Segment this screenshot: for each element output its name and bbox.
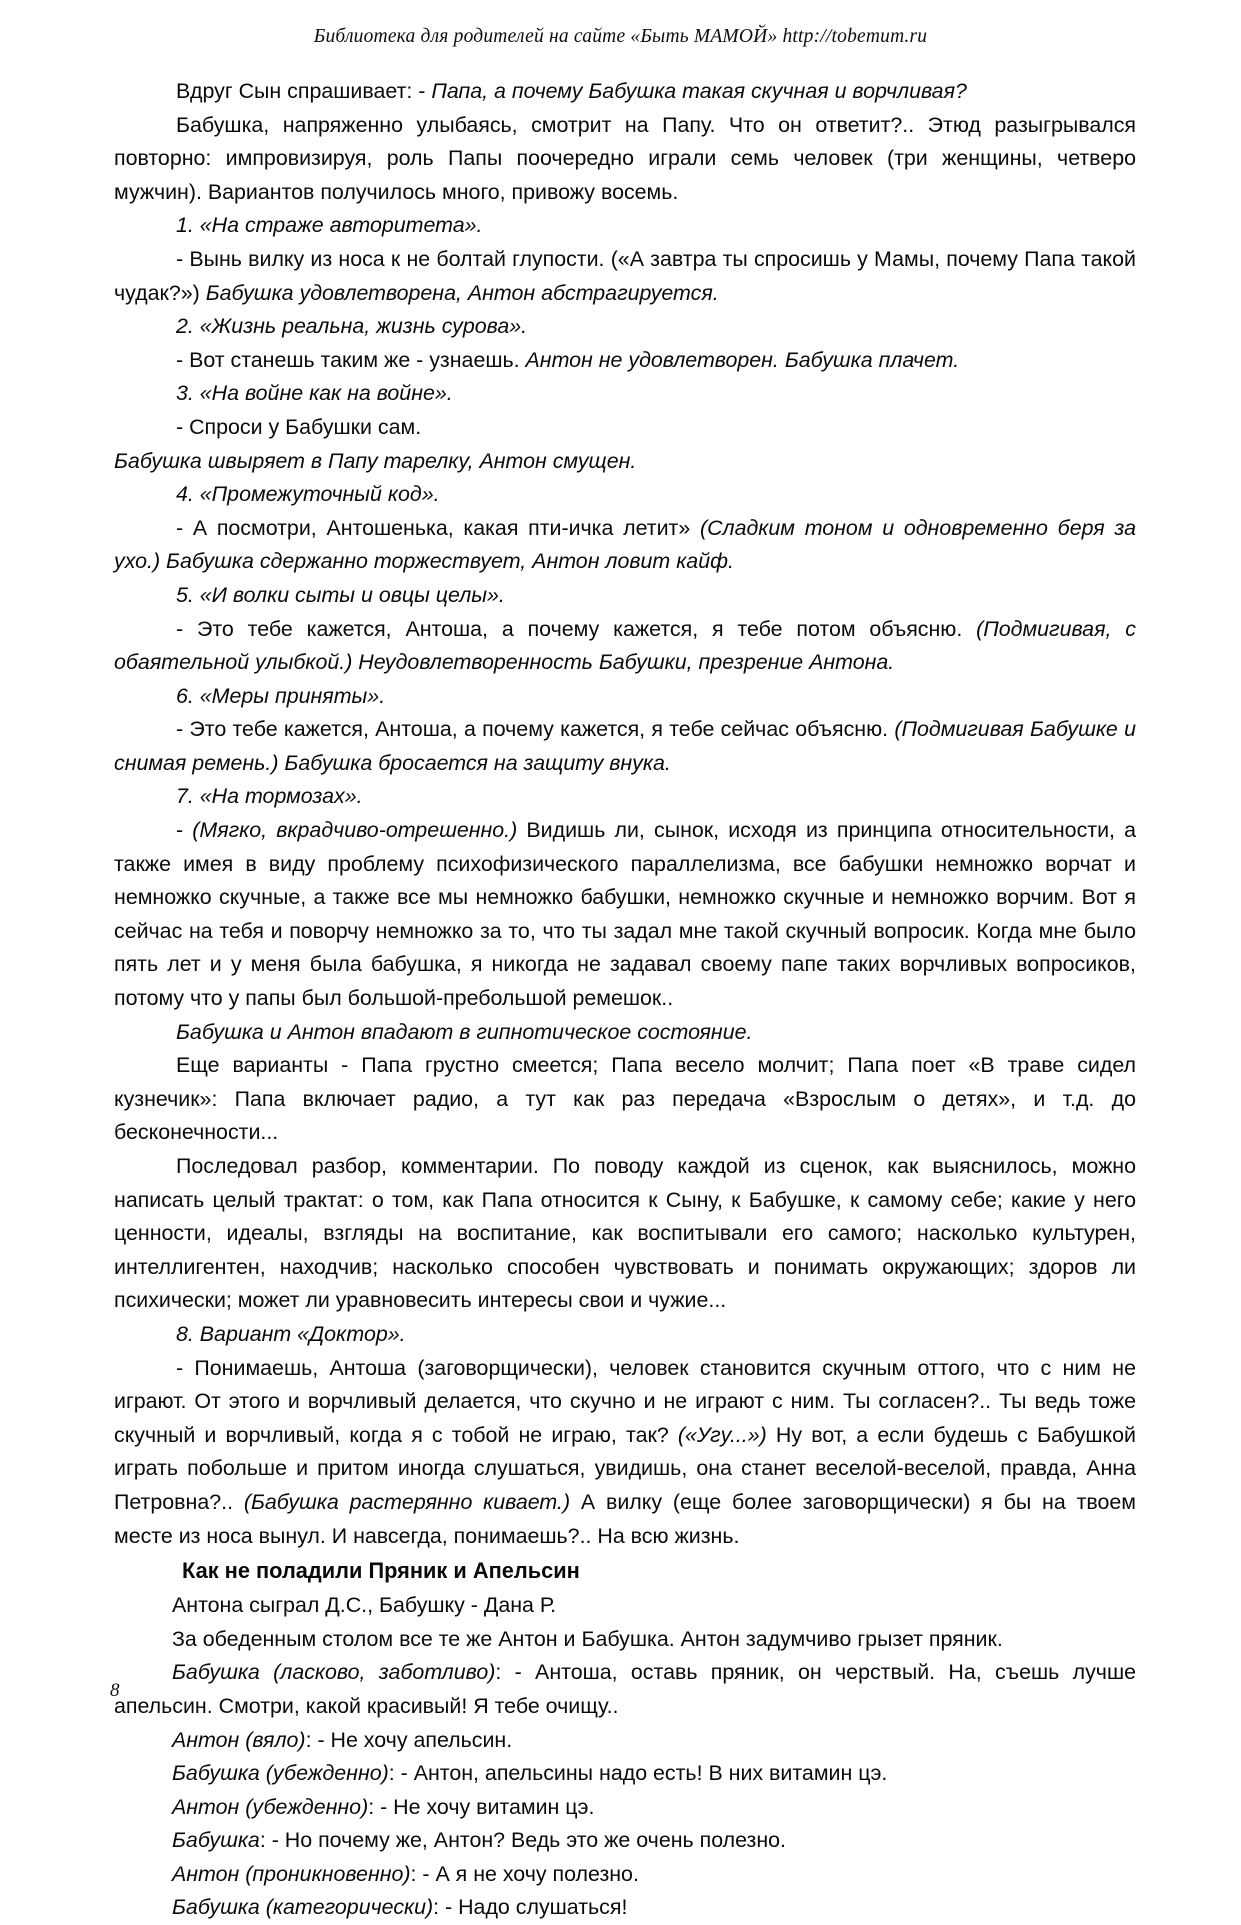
dialogue-line-7	[114, 1891, 1136, 1925]
item-1-italic: Бабушка удовлетворена, Антон абстрагируется.	[205, 280, 719, 305]
item-2-plain: - Вот станешь таким же - узнаешь.	[176, 347, 526, 372]
item-3-line: - Спроси у Бабушки сам.	[176, 414, 422, 439]
dialogue-3-text: : - Антон, апельсины надо есть! В них витамин цэ.	[388, 1761, 888, 1786]
dialogue-2-text: : - Не хочу апельсин.	[305, 1727, 513, 1752]
item-7-stage-direction: (Мягко, вкрадчиво-отрешенно.)	[192, 818, 518, 843]
item-8-monologue	[114, 1352, 1136, 1554]
item-8-part-1: - Понимаешь, Антоша (заговорщически), человек становится скучным оттого, что с ним не играют. От этого и ворчливый делается, что скучно и не играют с ним. Ты согласен?.. Ты ведь тоже скучный и ворчливый, когда я с тобой не играю, так?	[114, 1355, 1136, 1447]
item-7-stage	[114, 1016, 1136, 1050]
item-8-title-text: 8. Вариант «Доктор».	[176, 1321, 406, 1346]
paragraph-analysis: Последовал разбор, комментарии. По поводу каждой из сценок, как выяснилось, можно написать целый трактат: о том, как Папа относится к Сыну, к Бабушке, к самому себе; какие у него ценности, идеалы, взгляды на воспитание, как воспитывали его самого; насколько культурен, интеллигентен, находчив; насколько способен чувствовать и понимать окружающих; здоров ли психически; может ли уравновесить интересы свои и чужие...	[114, 1154, 1136, 1313]
item-8-part-3: А вилку (еще более заговорщически) я бы на твоем месте из носа вынул. И навсегда, понимаешь?.. На всю жизнь.	[114, 1489, 1137, 1548]
item-6-line	[114, 713, 1136, 780]
item-3-stage-text: Бабушка швыряет в Папу тарелку, Антон смущен.	[114, 448, 637, 473]
paragraph-opening-question	[114, 75, 1136, 109]
item-5-plain: - Это тебе кажется, Антоша, а почему кажется, я тебе потом объясню.	[176, 616, 977, 641]
page-number: 8	[110, 1680, 120, 1701]
dialogue-1-speaker: Бабушка (ласково, заботливо)	[172, 1660, 496, 1685]
item-7-monologue	[114, 814, 1136, 1016]
opening-plain: Вдруг Сын спрашивает: -	[176, 79, 432, 103]
item-3-title	[114, 377, 1136, 411]
item-8-part-2: Ну вот, а если будешь с Бабушкой играть побольше и притом иногда слушаться, увидишь, она станет веселой-веселой, правда, Анна Петровна?..	[114, 1422, 1136, 1514]
dialogue-5-speaker: Бабушка	[172, 1828, 260, 1853]
dialogue-line-3	[114, 1757, 1136, 1791]
item-3-stage	[114, 445, 1136, 479]
dialogue-6-text: : - А я не хочу полезно.	[410, 1861, 639, 1886]
item-4-italic: (Сладким тоном и одновременно беря за ухо.) Бабушка сдержанно торжествует, Антон ловит кайф.	[114, 515, 1136, 574]
item-5-italic: (Подмигивая, с обаятельной улыбкой.) Неудовлетворенность Бабушки, презрение Антона.	[114, 616, 1136, 675]
item-4-title-text: 4. «Промежуточный код».	[176, 482, 440, 507]
item-5-title	[114, 579, 1136, 613]
item-1-plain: - Вынь вилку из носа к не болтай глупости. («А завтра ты спросишь у Мамы, почему Папа такой чудак?»)	[114, 246, 1136, 305]
dialogue-line-4	[114, 1791, 1136, 1825]
dialogue-3-speaker: Бабушка (убежденно)	[172, 1761, 389, 1786]
dialogue-line-6	[114, 1858, 1136, 1892]
dialogue-line-5	[114, 1824, 1136, 1858]
item-6-title	[114, 680, 1136, 714]
item-6-italic: (Подмигивая Бабушке и снимая ремень.) Бабушка бросается на защиту внука.	[114, 717, 1137, 775]
dialogue-5-text: : - Но почему же, Антон? Ведь это же очень полезно.	[259, 1828, 786, 1853]
section-heading: Как не поладили Пряник и Апельсин	[182, 1558, 580, 1584]
scene-setup: За обеденным столом все те же Антон и Бабушка. Антон задумчиво грызет пряник.	[172, 1626, 1003, 1651]
dialogue-4-speaker: Антон (убежденно)	[172, 1794, 369, 1819]
dialogue-7-speaker: Бабушка (категорически)	[172, 1895, 434, 1920]
item-7-dash: -	[176, 818, 193, 843]
dialogue-2-speaker: Антон (вяло)	[172, 1727, 306, 1752]
dialogue-1-text: : - Антоша, оставь пряник, он черствый. На, съешь лучше апельсин. Смотри, какой красивый! Я тебе очищу..	[114, 1660, 1136, 1718]
item-4-plain: - А посмотри, Антошенька, какая пти-ичка летит»	[176, 515, 700, 540]
item-6-plain: - Это тебе кажется, Антоша, а почему кажется, я тебе сейчас объясню.	[176, 717, 895, 742]
item-4-line	[114, 512, 1136, 579]
item-2-title-text: 2. «Жизнь реальна, жизнь сурова».	[176, 314, 528, 339]
item-5-title-text: 5. «И волки сыты и овцы целы».	[176, 582, 505, 607]
dialogue-line-1	[114, 1656, 1136, 1723]
item-6-title-text: 6. «Меры приняты».	[176, 683, 386, 708]
item-5-line	[114, 613, 1136, 680]
body-text-column	[114, 75, 1136, 1925]
item-3-title-text: 3. «На войне как на войне».	[176, 381, 453, 406]
cast-line: Антона сыграл Д.С., Бабушку - Дана Р.	[172, 1593, 557, 1618]
item-7-plain: Видишь ли, сынок, исходя из принципа относительности, а также имея в виду проблему психофизического параллелизма, все бабушки немножко ворчат и немножко скучные, а также все мы немножко бабушки, немножко скучные и немножко ворчим. Вот я сейчас на тебя и поворчу немножко за то, что ты задал мне такой скучный вопросик. Когда мне было пять лет и у меня была бабушка, я никогда не задавал своему папе таких ворчливых вопросиков, потому что у папы был большой-пребольшой ремешок..	[114, 818, 1136, 1011]
item-7-title-text: 7. «На тормозах».	[176, 784, 363, 809]
paragraph-more-variants: Еще варианты - Папа грустно смеется; Папа весело молчит; Папа поет «В траве сидел кузнечик»: Папа включает радио, а тут как раз передача «Взрослым о детях», и т.д. до бесконечности...	[114, 1053, 1136, 1145]
item-1-line	[114, 243, 1136, 310]
item-7-title	[114, 780, 1136, 814]
item-8-title	[114, 1318, 1136, 1352]
item-7-stage-text: Бабушка и Антон впадают в гипнотическое состояние.	[176, 1019, 753, 1044]
dialogue-line-2	[114, 1724, 1136, 1758]
item-1-title	[114, 209, 1136, 243]
item-8-italic-1: («Угу...»)	[677, 1422, 767, 1447]
item-2-line	[114, 344, 1136, 378]
opening-italic: Папа, а почему Бабушка такая скучная и ворчливая?	[431, 79, 967, 103]
item-4-title	[114, 478, 1136, 512]
paragraph-setup: Бабушка, напряженно улыбаясь, смотрит на Папу. Что он ответит?.. Этюд разыгрывался повторно: импровизируя, роль Папы поочередно играли семь человек (три женщины, четверо мужчин). Вариантов получилось много, привожу восемь.	[114, 112, 1136, 204]
running-head: Библиотека для родителей на сайте «Быть МАМОЙ» http://tobemum.ru	[313, 26, 928, 47]
dialogue-6-speaker: Антон (проникновенно)	[172, 1861, 411, 1886]
item-2-title	[114, 310, 1136, 344]
item-2-italic: Антон не удовлетворен. Бабушка плачет.	[525, 347, 960, 372]
dialogue-4-text: : - Не хочу витамин цэ.	[368, 1794, 595, 1819]
item-8-italic-2: (Бабушка растерянно кивает.)	[243, 1489, 571, 1514]
dialogue-7-text: : - Надо слушаться!	[433, 1895, 628, 1920]
item-1-title-text: 1. «На страже авторитета».	[176, 213, 483, 238]
